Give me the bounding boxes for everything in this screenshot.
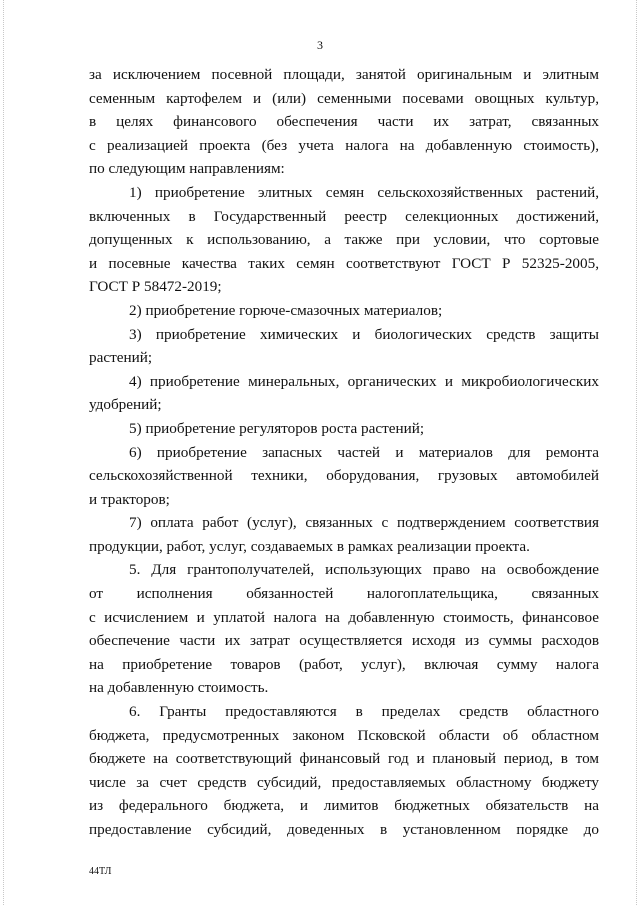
text-line: 1) приобретение элитных семян сельскохозяйственных растений, — [129, 183, 599, 201]
page-number: 3 — [317, 38, 323, 52]
text-line: бюджете на соответствующий финансовый год и плановый период, в том — [89, 750, 599, 768]
text-line: семенным картофелем и (или) семенными посевами овощных культур, — [89, 89, 599, 107]
text-line: и тракторов; — [89, 490, 170, 508]
text-line: на добавленную стоимость. — [89, 679, 269, 697]
text-line: на приобретение товаров (работ, услуг), включая сумму налога — [89, 655, 599, 673]
text-line: растений; — [89, 349, 153, 367]
text-line: 4) приобретение минеральных, органических и микробиологических — [129, 372, 599, 390]
text-line: 6) приобретение запасных частей и материалов для ремонта — [129, 443, 599, 461]
text-line: сельскохозяйственной техники, оборудования, грузовых автомобилей — [89, 467, 599, 485]
text-line: с реализацией проекта (без учета налога на добавленную стоимость), — [89, 136, 599, 154]
text-line: в целях финансового обеспечения части их затрат, связанных — [89, 113, 599, 131]
document-body — [89, 63, 599, 842]
text-line: бюджета, предусмотренных законом Псковской области об областном — [89, 726, 599, 744]
text-line: 5. Для грантополучателей, использующих право на освобождение — [129, 561, 599, 579]
text-line: от исполнения обязанностей налогоплательщика, связанных — [89, 585, 599, 603]
text-line: 7) оплата работ (услуг), связанных с подтверждением соответствия — [129, 514, 599, 532]
right-page-edge — [636, 0, 637, 905]
text-line: обеспечение части их затрат осуществляется исходя из суммы расходов — [89, 632, 599, 650]
text-line: 3) приобретение химических и биологических средств защиты — [129, 325, 599, 343]
text-line: удобрений; — [89, 396, 162, 414]
text-line: числе за счет средств субсидий, предоставляемых областному бюджету — [89, 773, 599, 791]
text-line: за исключением посевной площади, занятой оригинальным и элитным — [89, 66, 599, 83]
document-code: 44ТЛ — [89, 866, 112, 877]
left-page-edge — [3, 0, 4, 905]
text-line: из федерального бюджета, и лимитов бюджетных обязательств на — [89, 797, 599, 815]
text-line: с исчислением и уплатой налога на добавленную стоимость, финансовое — [89, 608, 599, 626]
text-line: и посевные качества таких семян соответствуют ГОСТ Р 52325-2005, — [89, 254, 599, 272]
text-line: включенных в Государственный реестр селекционных достижений, — [89, 207, 599, 225]
text-line: предоставление субсидий, доведенных в установленном порядке до — [89, 821, 599, 838]
text-line: продукции, работ, услуг, создаваемых в рамках реализации проекта. — [89, 537, 530, 555]
text-line: 6. Гранты предоставляются в пределах средств областного — [129, 703, 599, 721]
text-line: 5) приобретение регуляторов роста растений; — [129, 419, 425, 437]
text-line: по следующим направлениям: — [89, 160, 285, 178]
text-line: допущенных к использованию, а также при условии, что сортовые — [89, 231, 599, 249]
text-line: ГОСТ Р 58472-2019; — [89, 278, 222, 296]
text-line: 2) приобретение горюче-смазочных материалов; — [129, 301, 443, 319]
